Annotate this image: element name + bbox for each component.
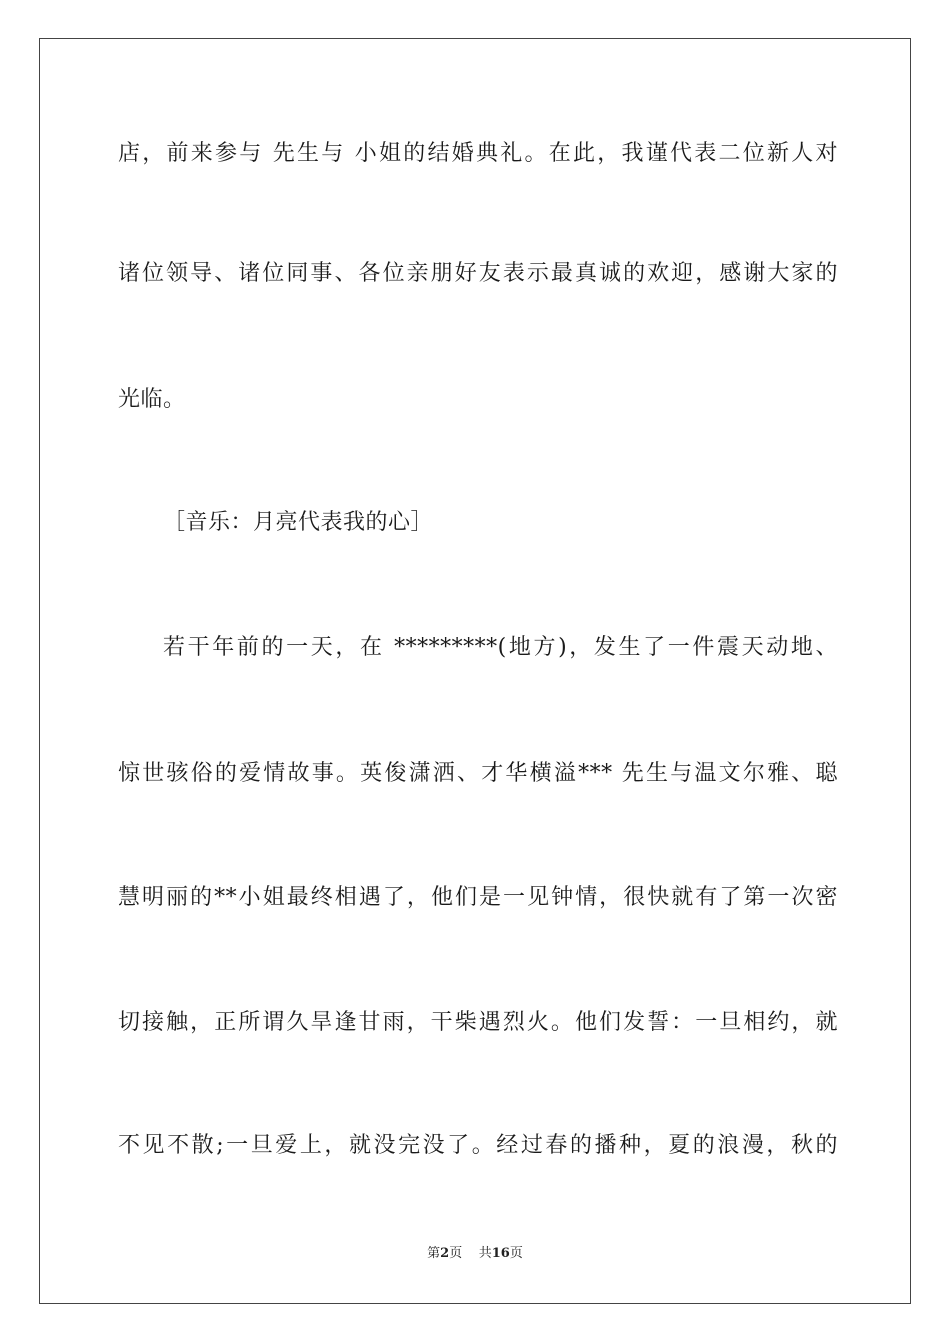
text-line: ［音乐：月亮代表我的心］	[163, 510, 434, 535]
text-line: 若干年前的一天，在 *********(地方)，发生了一件震天动地、	[163, 635, 838, 660]
text-line: 惊世骇俗的爱情故事。英俊潇洒、才华横溢*** 先生与温文尔雅、聪	[118, 761, 838, 786]
text-line: 慧明丽的**小姐最终相遇了，他们是一见钟情，很快就有了第一次密	[118, 885, 838, 910]
total-suffix: 页	[509, 1246, 523, 1261]
page-footer	[0, 1245, 950, 1263]
page-number: 2	[440, 1246, 450, 1261]
total-prefix: 共	[478, 1246, 492, 1261]
text-line: 店，前来参与 先生与 小姐的结婚典礼。在此，我谨代表二位新人对	[118, 141, 838, 166]
text-line: 诸位领导、诸位同事、各位亲朋好友表示最真诚的欢迎，感谢大家的	[118, 261, 838, 286]
total-pages: 16	[491, 1246, 510, 1261]
text-line: 光临。	[118, 387, 186, 412]
page-border	[39, 38, 911, 1304]
page-suffix: 页	[449, 1246, 463, 1261]
text-line: 切接触，正所谓久旱逢甘雨，干柴遇烈火。他们发誓：一旦相约，就	[118, 1010, 838, 1035]
text-line: 不见不散;一旦爱上，就没完没了。经过春的播种，夏的浪漫，秋的	[118, 1133, 838, 1158]
page-prefix: 第	[427, 1246, 441, 1261]
